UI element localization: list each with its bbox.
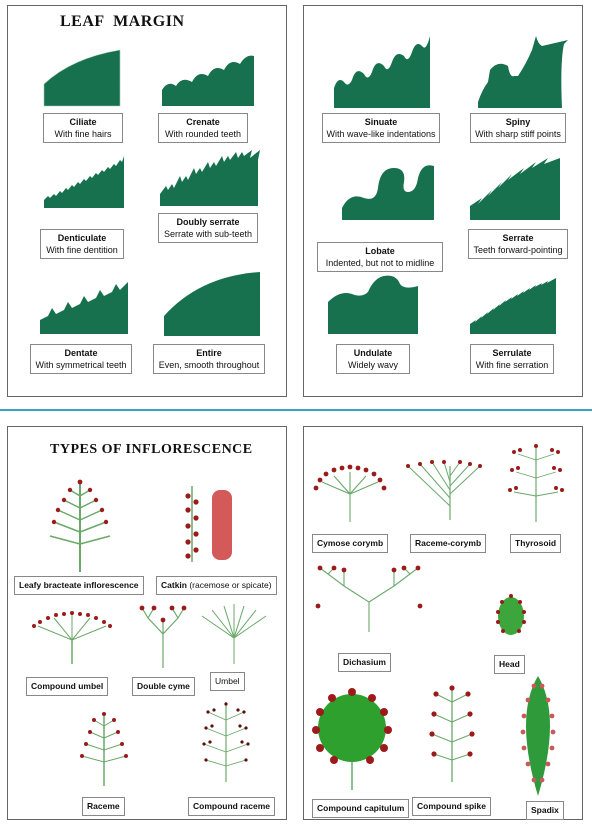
label-lobate-desc: Indented, but not to midline	[325, 258, 435, 268]
label-sinuate-name: Sinuate	[364, 117, 398, 127]
label-raceme-corymb-name: Raceme-corymb	[415, 538, 482, 548]
undulate-leaf-illustration	[328, 272, 418, 334]
label-umbel	[210, 672, 245, 691]
crenate-leaf-illustration	[162, 54, 254, 106]
section-divider	[0, 409, 592, 411]
label-compound-capitulum	[312, 799, 409, 818]
entire-leaf-illustration	[164, 272, 260, 336]
raceme-corymb-illustration	[404, 458, 484, 520]
label-sinuate	[322, 113, 440, 143]
denticulate-leaf-illustration	[44, 156, 124, 208]
label-undulate-name: Undulate	[353, 348, 393, 358]
lobate-leaf-illustration	[342, 162, 434, 220]
label-denticulate-name: Denticulate	[57, 233, 107, 243]
label-compound-umbel-name: Compound umbel	[31, 681, 104, 691]
label-crenate-name: Crenate	[186, 117, 220, 127]
ciliate-leaf-illustration	[44, 50, 120, 106]
label-compound-umbel	[26, 677, 108, 696]
label-serrate-desc: Teeth forward-pointing	[473, 245, 563, 255]
label-dentate-desc: With symmetrical teeth	[35, 360, 127, 370]
label-entire-desc: Even, smooth throughout	[158, 360, 260, 370]
compound-raceme-illustration	[196, 702, 256, 782]
compound-spike-illustration	[422, 686, 482, 782]
label-compound-capitulum-name: Compound capitulum	[317, 803, 405, 813]
label-catkin-name: Catkin	[161, 580, 187, 590]
dichasium-illustration	[314, 566, 424, 632]
leafy-bracteate-illustration	[40, 476, 120, 572]
double-cyme-illustration	[136, 604, 190, 668]
spadix-illustration	[514, 676, 562, 796]
label-undulate	[336, 344, 410, 374]
label-dentate	[30, 344, 132, 374]
label-doubly-serrate	[158, 213, 258, 243]
sinuate-leaf-illustration	[334, 36, 430, 108]
label-denticulate-desc: With fine dentition	[46, 245, 118, 255]
leaf-margin-title: LEAF MARGIN	[60, 13, 185, 30]
cymose-corymb-illustration	[312, 466, 388, 522]
label-dentate-name: Dentate	[64, 348, 98, 358]
label-entire	[153, 344, 265, 374]
label-raceme-corymb	[410, 534, 486, 553]
serrate-leaf-illustration	[470, 158, 560, 220]
label-serrate-name: Serrate	[502, 233, 534, 243]
label-crenate-desc: With rounded teeth	[164, 129, 242, 139]
label-ciliate-name: Ciliate	[69, 117, 97, 127]
label-double-cyme-name: Double cyme	[137, 681, 190, 691]
label-denticulate	[40, 229, 124, 259]
label-catkin-extra: (racemose or spicate)	[186, 580, 272, 590]
label-leafy-bracteate-name: Leafy bracteate inflorescence	[19, 580, 139, 590]
label-serrulate-name: Serrulate	[492, 348, 532, 358]
label-cymose-corymb	[312, 534, 388, 553]
serrulate-leaf-illustration	[470, 278, 556, 334]
label-serrate	[468, 229, 568, 259]
dentate-leaf-illustration	[40, 282, 128, 334]
label-raceme-name: Raceme	[87, 801, 120, 811]
label-cymose-corymb-name: Cymose corymb	[317, 538, 384, 548]
label-raceme	[82, 797, 125, 816]
label-spiny	[470, 113, 566, 143]
catkin-illustration	[178, 486, 238, 562]
raceme-illustration	[74, 710, 134, 786]
label-lobate	[317, 242, 443, 272]
spiny-leaf-illustration	[478, 32, 568, 108]
label-thyrosoid	[510, 534, 561, 553]
label-thyrosoid-name: Thyrosoid	[515, 538, 557, 548]
umbel-illustration	[198, 604, 270, 664]
label-serrulate	[470, 344, 554, 374]
label-ciliate	[43, 113, 123, 143]
label-crenate	[158, 113, 248, 143]
inflorescence-title: TYPES OF INFLORESCENCE	[50, 442, 253, 457]
label-head	[494, 655, 525, 674]
label-compound-raceme-name: Compound raceme	[193, 801, 270, 811]
label-entire-name: Entire	[196, 348, 222, 358]
label-doubly-serrate-name: Doubly serrate	[176, 217, 240, 227]
label-spadix	[526, 801, 564, 820]
compound-umbel-illustration	[30, 612, 114, 664]
label-spadix-name: Spadix	[531, 805, 559, 815]
label-sinuate-desc: With wave-like indentations	[326, 129, 436, 139]
label-undulate-desc: Widely wavy	[347, 360, 398, 370]
label-spiny-desc: With sharp stiff points	[475, 129, 561, 139]
label-umbel-name: Umbel	[215, 676, 240, 686]
label-dichasium-name: Dichasium	[343, 657, 386, 667]
head-illustration	[494, 594, 528, 640]
label-ciliate-desc: With fine hairs	[54, 129, 112, 139]
label-compound-spike-name: Compound spike	[417, 801, 486, 811]
label-leafy-bracteate	[14, 576, 144, 595]
doubly-serrate-leaf-illustration	[160, 150, 260, 206]
label-serrulate-desc: With fine serration	[475, 360, 549, 370]
label-double-cyme	[132, 677, 195, 696]
compound-capitulum-illustration	[310, 686, 394, 790]
label-spiny-name: Spiny	[505, 117, 531, 127]
label-head-name: Head	[499, 659, 520, 669]
label-compound-spike	[412, 797, 491, 816]
label-compound-raceme	[188, 797, 275, 816]
label-doubly-serrate-desc: Serrate with sub-teeth	[163, 229, 253, 239]
thyrosoid-illustration	[508, 446, 564, 522]
label-dichasium	[338, 653, 391, 672]
label-catkin	[156, 576, 277, 595]
label-lobate-name: Lobate	[365, 246, 395, 256]
